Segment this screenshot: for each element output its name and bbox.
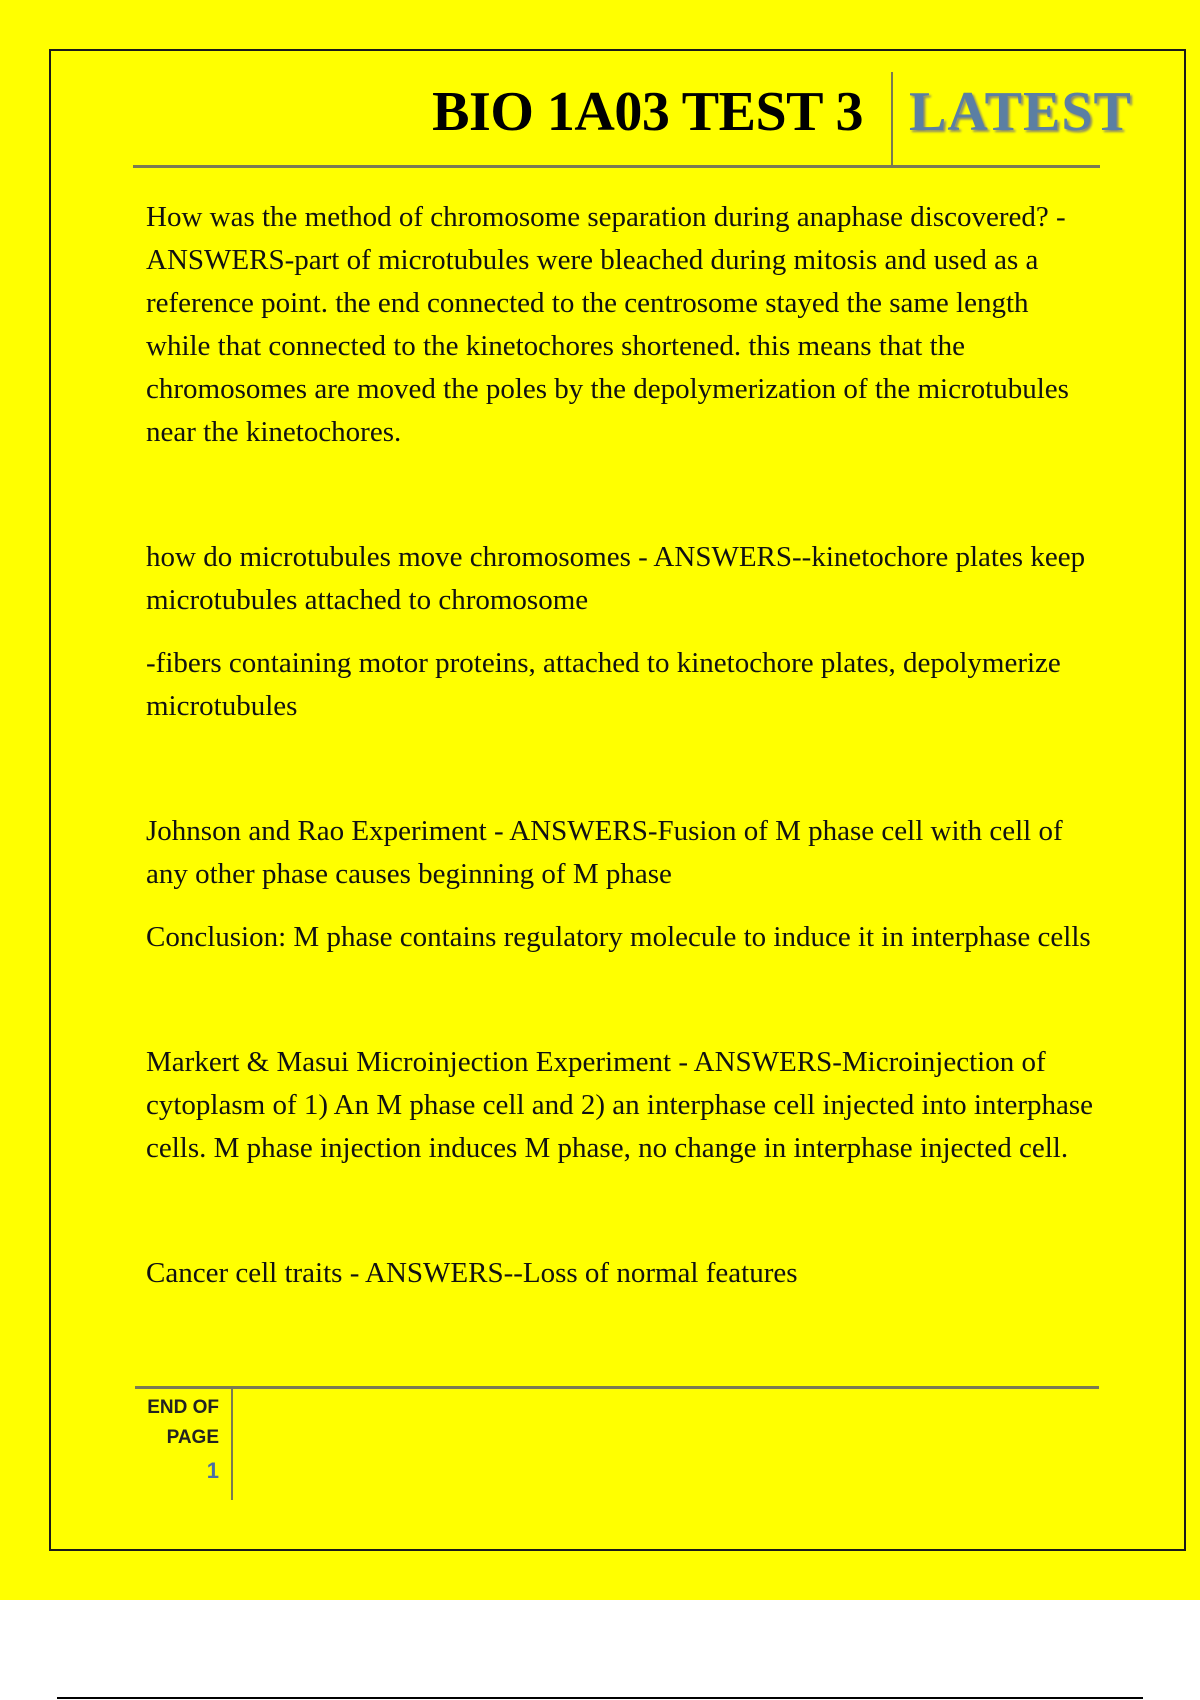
- footer-label-line1: END OF: [147, 1397, 219, 1418]
- footer-label-line2: PAGE: [166, 1427, 219, 1448]
- entry-paragraph: Johnson and Rao Experiment - ANSWERS-Fusion of M phase cell with cell of any other phase causes beginning of M phase: [146, 815, 1063, 890]
- qa-entry: [146, 810, 1096, 959]
- entry-paragraph: Markert & Masui Microinjection Experiment - ANSWERS-Microinjection of cytoplasm of 1) An M phase cell and 2) an interphase cell injected into interphase cells. M phase injection induces M phase, no change in interphase injected cell.: [146, 1046, 1094, 1164]
- title-accent: LATEST: [909, 81, 1132, 143]
- qa-entry: [146, 196, 1096, 454]
- document-title: BIO 1A03 TEST 3: [432, 81, 863, 143]
- qa-entry: [146, 1252, 1096, 1295]
- document-body: [146, 196, 1096, 1295]
- entry-paragraph: how do microtubules move chromosomes - ANSWERS--kinetochore plates keep microtubules attached to chromosome: [146, 541, 1086, 616]
- entry-paragraph: Cancer cell traits - ANSWERS--Loss of normal features: [146, 1257, 798, 1289]
- qa-entry: [146, 1041, 1096, 1170]
- title-divider: [891, 72, 893, 165]
- qa-entry: [146, 536, 1096, 728]
- bottom-rule: [57, 1697, 1143, 1699]
- footer-divider: [135, 1386, 1099, 1389]
- entry-paragraph: How was the method of chromosome separation during anaphase discovered? - ANSWERS-part of microtubules were bleached during mitosis and used as a reference point. the end connected to the centrosome stayed the same length while that connected to the kinetochores shortened. this means that the chromosomes are moved the poles by the depolymerization of the microtubules near the kinetochores.: [146, 201, 1069, 448]
- page-footer: [135, 1389, 233, 1500]
- document-header: [133, 72, 1132, 168]
- entry-paragraph: -fibers containing motor proteins, attached to kinetochore plates, depolymerize microtubules: [146, 647, 1061, 722]
- page-number: 1: [206, 1458, 219, 1483]
- footer-label: [135, 1389, 219, 1453]
- entry-paragraph: Conclusion: M phase contains regulatory molecule to induce it in interphase cells: [146, 921, 1091, 953]
